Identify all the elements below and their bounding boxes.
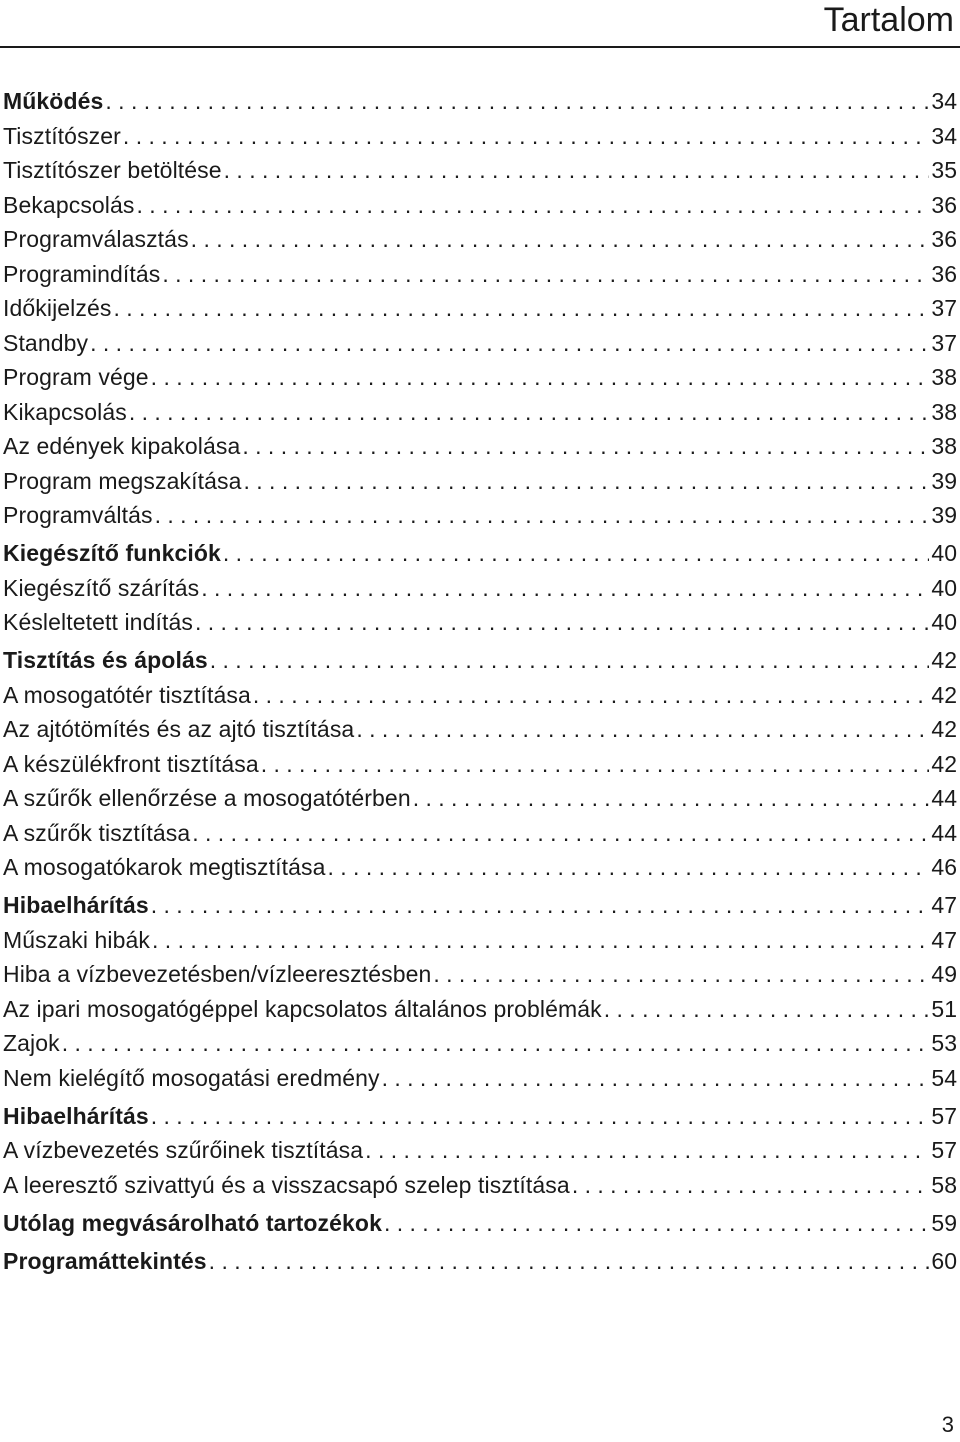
- toc-entry-page: 42: [931, 716, 957, 742]
- toc-dot-leader: [413, 781, 930, 816]
- toc-entry[interactable]: [3, 747, 957, 782]
- toc-section-heading[interactable]: [3, 84, 957, 119]
- toc-entry-page: 42: [931, 681, 957, 708]
- toc-entry-label: Programválasztás: [3, 226, 189, 252]
- toc-entry-page: 42: [931, 647, 957, 673]
- toc-entry-label: Program vége: [3, 364, 149, 390]
- toc-entry-label: A mosogatókarok megtisztítása: [3, 854, 326, 880]
- toc-dot-leader: [129, 395, 930, 430]
- toc-entry-label: Tisztítószer: [3, 122, 121, 149]
- toc-dot-leader: [151, 1099, 930, 1134]
- toc-entry-page: 44: [931, 819, 957, 846]
- toc-entry-page: 38: [931, 364, 957, 390]
- toc-entry-page: 58: [931, 1171, 957, 1198]
- toc-entry-label: Időkijelzés: [3, 295, 112, 321]
- toc-dot-leader: [209, 1244, 930, 1279]
- toc-entry-page: 44: [931, 785, 957, 811]
- page-title: Tartalom: [823, 1, 954, 39]
- toc-entry-page: 35: [931, 157, 957, 183]
- toc-entry[interactable]: [3, 119, 957, 154]
- toc-entry-label: Standby: [3, 329, 89, 356]
- toc-entry[interactable]: [3, 1133, 957, 1168]
- toc-entry[interactable]: [3, 923, 957, 958]
- toc-entry-label: Programindítás: [3, 260, 161, 287]
- table-of-contents: [3, 84, 957, 1278]
- toc-dot-leader: [152, 923, 929, 958]
- toc-entry[interactable]: [3, 395, 957, 430]
- toc-entry[interactable]: [3, 850, 957, 885]
- toc-entry[interactable]: [3, 498, 957, 533]
- toc-entry[interactable]: [3, 781, 957, 816]
- toc-dot-leader: [151, 360, 930, 395]
- toc-entry-label: Tisztítás és ápolás: [3, 647, 208, 673]
- toc-dot-leader: [114, 291, 930, 326]
- toc-entry[interactable]: [3, 1026, 957, 1061]
- toc-dot-leader: [137, 188, 930, 223]
- toc-dot-leader: [356, 712, 929, 747]
- toc-entry[interactable]: [3, 222, 957, 257]
- toc-entry-page: 46: [931, 854, 957, 880]
- toc-entry-label: Az edények kipakolása: [3, 433, 241, 459]
- toc-dot-leader: [261, 747, 930, 782]
- toc-section-heading[interactable]: [3, 643, 957, 678]
- toc-dot-leader: [328, 850, 930, 885]
- toc-entry-page: 34: [931, 88, 957, 114]
- toc-dot-leader: [90, 326, 929, 361]
- toc-entry-label: Zajok: [3, 1030, 60, 1056]
- toc-entry-label: Hibaelhárítás: [3, 1102, 149, 1129]
- toc-entry[interactable]: [3, 257, 957, 292]
- toc-entry-page: 36: [931, 191, 957, 218]
- toc-entry-page: 40: [931, 609, 957, 635]
- toc-entry[interactable]: [3, 816, 957, 851]
- toc-entry[interactable]: [3, 678, 957, 713]
- toc-entry[interactable]: [3, 360, 957, 395]
- toc-entry[interactable]: [3, 957, 957, 992]
- toc-entry-label: Program megszakítása: [3, 467, 242, 494]
- toc-entry-page: 36: [931, 260, 957, 287]
- toc-entry-label: A leeresztő szivattyú és a visszacsapó szelep tisztítása: [3, 1171, 570, 1198]
- toc-entry[interactable]: [3, 1168, 957, 1203]
- toc-entry-page: 39: [931, 467, 957, 494]
- toc-entry-label: Kikapcsolás: [3, 398, 127, 425]
- toc-dot-leader: [242, 429, 929, 464]
- toc-entry-label: Programáttekintés: [3, 1247, 207, 1274]
- toc-entry-page: 59: [931, 1209, 957, 1236]
- toc-dot-leader: [243, 464, 929, 499]
- toc-entry-page: 40: [931, 540, 957, 566]
- toc-entry-label: Késleltetett indítás: [3, 609, 193, 635]
- toc-entry[interactable]: [3, 1061, 957, 1096]
- toc-entry-page: 60: [931, 1247, 957, 1274]
- toc-dot-leader: [201, 571, 929, 606]
- toc-entry-label: Kiegészítő funkciók: [3, 540, 221, 566]
- toc-entry-label: Az ajtótömítés és az ajtó tisztítása: [3, 716, 355, 742]
- toc-dot-leader: [123, 119, 929, 154]
- toc-entry-page: 40: [931, 574, 957, 601]
- toc-entry-label: Hiba a vízbevezetésben/vízleeresztésben: [3, 961, 432, 987]
- toc-entry-label: Kiegészítő szárítás: [3, 574, 200, 601]
- toc-entry-page: 47: [931, 892, 957, 918]
- toc-entry-label: Nem kielégítő mosogatási eredmény: [3, 1064, 380, 1091]
- toc-dot-leader: [192, 816, 929, 851]
- toc-entry-page: 38: [931, 398, 957, 425]
- toc-dot-leader: [604, 992, 930, 1027]
- toc-entry-label: A szűrők ellenőrzése a mosogatótérben: [3, 785, 411, 811]
- toc-entry-page: 42: [931, 750, 957, 777]
- toc-dot-leader: [155, 498, 930, 533]
- toc-dot-leader: [253, 678, 930, 713]
- toc-entry[interactable]: [3, 188, 957, 223]
- toc-entry-label: Programváltás: [3, 502, 153, 528]
- page-number: 3: [941, 1412, 954, 1437]
- toc-entry-page: 49: [931, 961, 957, 987]
- toc-entry-label: Műszaki hibák: [3, 926, 151, 953]
- toc-entry-page: 34: [931, 122, 957, 149]
- toc-entry[interactable]: [3, 712, 957, 747]
- toc-dot-leader: [224, 153, 930, 188]
- toc-section-heading[interactable]: [3, 1244, 957, 1279]
- toc-entry-page: 38: [931, 433, 957, 459]
- toc-entry-label: Hibaelhárítás: [3, 892, 149, 918]
- toc-dot-leader: [162, 257, 929, 292]
- toc-entry-label: Az ipari mosogatógéppel kapcsolatos általános problémák: [3, 995, 602, 1022]
- toc-entry-page: 53: [931, 1030, 957, 1056]
- toc-entry-page: 54: [931, 1064, 957, 1091]
- toc-section-heading[interactable]: [3, 536, 957, 571]
- toc-dot-leader: [382, 1061, 930, 1096]
- toc-section-heading[interactable]: [3, 1206, 957, 1241]
- toc-entry-page: 37: [931, 329, 957, 356]
- toc-entry[interactable]: [3, 429, 957, 464]
- toc-dot-leader: [572, 1168, 930, 1203]
- toc-dot-leader: [365, 1133, 929, 1168]
- toc-dot-leader: [210, 643, 930, 678]
- toc-entry[interactable]: [3, 464, 957, 499]
- toc-entry-label: Működés: [3, 88, 104, 114]
- toc-dot-leader: [191, 222, 930, 257]
- toc-entry[interactable]: [3, 992, 957, 1027]
- toc-entry-label: Bekapcsolás: [3, 191, 135, 218]
- toc-entry[interactable]: [3, 153, 957, 188]
- toc-dot-leader: [105, 84, 929, 119]
- toc-entry[interactable]: [3, 291, 957, 326]
- toc-entry-page: 37: [931, 295, 957, 321]
- toc-section-heading[interactable]: [3, 1099, 957, 1134]
- toc-entry-label: A vízbevezetés szűrőinek tisztítása: [3, 1137, 364, 1163]
- toc-entry-page: 47: [931, 926, 957, 953]
- toc-entry[interactable]: [3, 605, 957, 640]
- toc-dot-leader: [433, 957, 929, 992]
- toc-dot-leader: [384, 1206, 929, 1241]
- page-header: [0, 0, 960, 48]
- toc-entry-page: 36: [931, 226, 957, 252]
- toc-dot-leader: [62, 1026, 930, 1061]
- toc-dot-leader: [223, 536, 930, 571]
- toc-entry-label: A mosogatótér tisztítása: [3, 681, 251, 708]
- toc-entry-label: Tisztítószer betöltése: [3, 157, 222, 183]
- toc-dot-leader: [195, 605, 929, 640]
- toc-entry[interactable]: [3, 571, 957, 606]
- toc-entry[interactable]: [3, 326, 957, 361]
- toc-entry-label: A szűrők tisztítása: [3, 819, 191, 846]
- toc-entry-page: 51: [931, 995, 957, 1022]
- toc-entry-label: Utólag megvásárolható tartozékok: [3, 1209, 382, 1236]
- toc-entry-page: 39: [931, 502, 957, 528]
- toc-entry-page: 57: [931, 1137, 957, 1163]
- toc-section-heading[interactable]: [3, 888, 957, 923]
- toc-dot-leader: [151, 888, 930, 923]
- header-rule: [0, 46, 960, 48]
- toc-entry-label: A készülékfront tisztítása: [3, 750, 259, 777]
- toc-entry-page: 57: [931, 1102, 957, 1129]
